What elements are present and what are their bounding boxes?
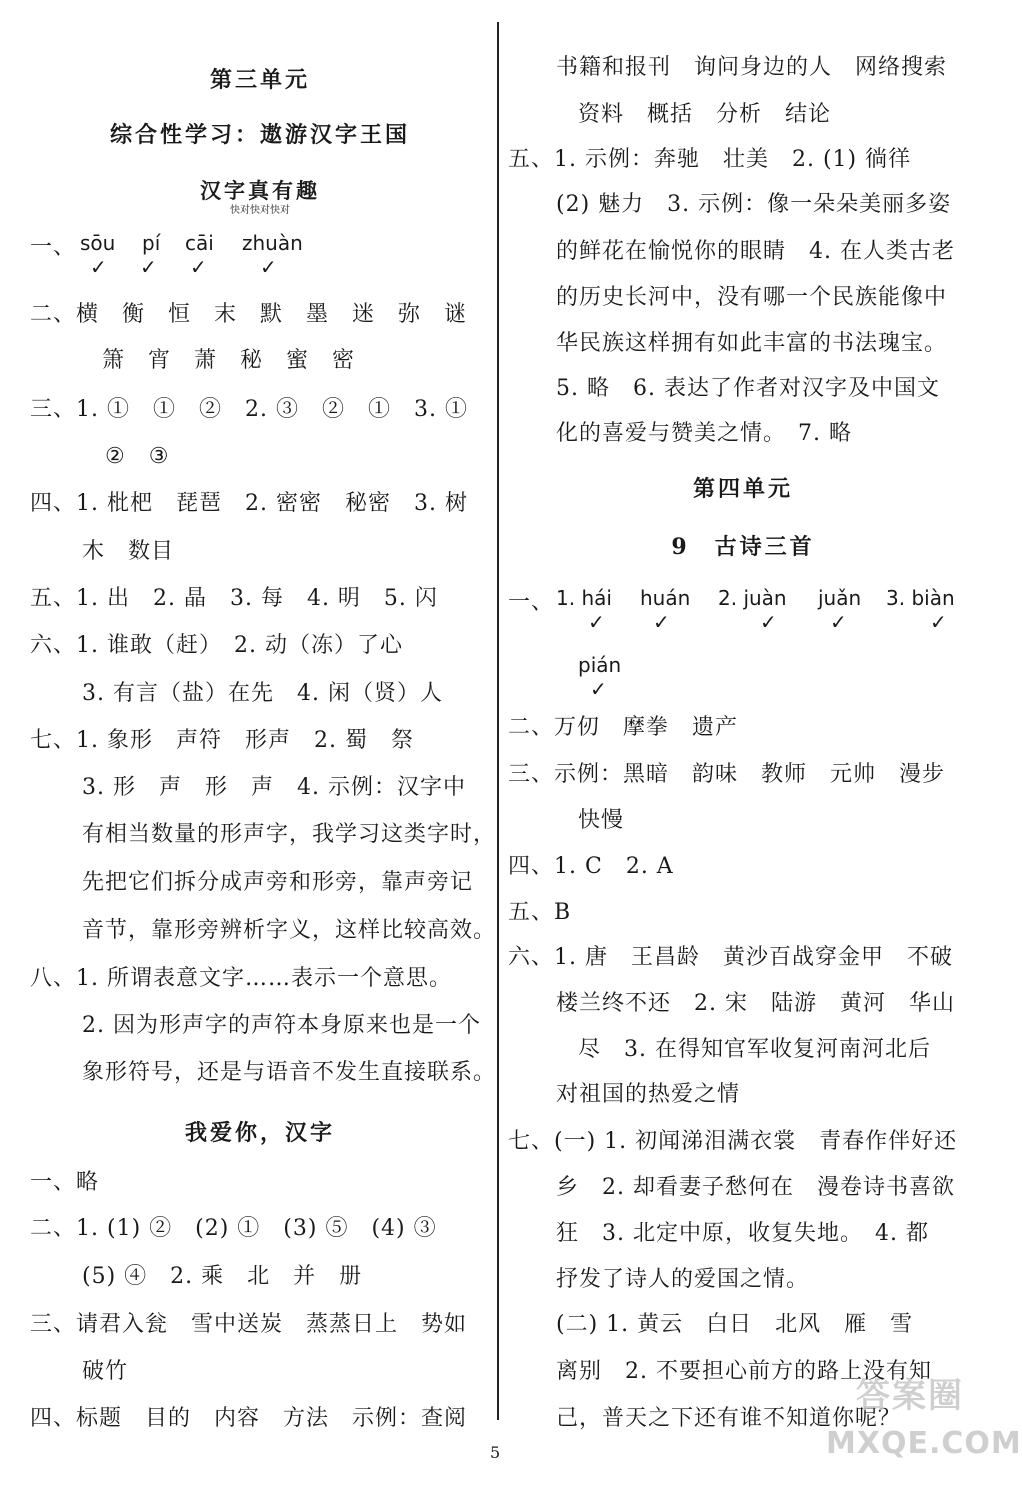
answer-line: 五、1. 出 2. 晶 3. 每 4. 明 5. 闪 (30, 586, 438, 611)
answer-line: 五、1. 示例：奔驰 壮美 2. (1) 徜徉 (508, 147, 912, 172)
answer-line: 六、1. 唐 王昌龄 黄沙百战穿金甲 不破 (508, 945, 953, 970)
answer-line: 3. 形 声 形 声 4. 示例：汉字中 (82, 775, 466, 800)
answer-line: 化的喜爱与赞美之情。 7. 略 (556, 421, 852, 446)
pinyin-3: 2. juàn (718, 586, 787, 610)
answer-line: 四、标题 目的 内容 方法 示例：查阅 (30, 1406, 468, 1431)
check-mark-icon: ✓ (760, 610, 777, 634)
answer-line: 的鲜花在愉悦你的眼睛 4. 在人类古老 (556, 239, 955, 264)
pinyin-2: huán (640, 586, 691, 610)
q1-label: 一、 (30, 235, 77, 260)
pinyin-5: 3. biàn (886, 586, 955, 610)
answer-line: 对祖国的热爱之情 (556, 1082, 741, 1107)
q1-label: 一、 (508, 590, 555, 615)
answer-line: 二、横 衡 恒 末 默 墨 迷 弥 谜 (30, 302, 468, 327)
watermark-text-bottom: MXQE.COM (826, 1426, 1022, 1461)
check-mark-icon: ✓ (930, 610, 947, 634)
watermark-logo (826, 1368, 1022, 1478)
answer-line: 2. 因为形声字的声符本身原来也是一个 (82, 1013, 481, 1038)
column-divider (497, 22, 499, 1420)
answer-line: 5. 略 6. 表达了作者对汉字及中国文 (556, 376, 940, 401)
answer-line: 三、1. ① ① ② 2. ③ ② ① 3. ① (30, 397, 468, 422)
check-mark-icon: ✓ (140, 255, 157, 279)
answer-line: (2) 魅力 3. 示例：像一朵朵美丽多姿 (556, 192, 952, 217)
check-mark-icon: ✓ (260, 255, 277, 279)
answer-line: 楼兰终不还 2. 宋 陆游 黄河 华山 (556, 991, 955, 1016)
watermark-text-top: 答案圈 (856, 1376, 964, 1416)
answer-line: 华民族这样拥有如此丰富的书法瑰宝。 (556, 331, 948, 356)
answer-line: 四、1. C 2. A (508, 854, 674, 879)
pinyin-1: sōu (80, 231, 116, 255)
section-title-text: 汉字真有趣 (200, 178, 320, 203)
section-title-note: 快对快对快对 (230, 205, 290, 216)
answer-line: 尽 3. 在得知官军收复河南河北后 (578, 1037, 931, 1062)
pinyin-4: juǎn (818, 586, 862, 610)
answer-line: 三、请君入瓮 雪中送炭 蒸蒸日上 势如 (30, 1312, 468, 1337)
answer-line: 离别 2. 不要担心前方的路上没有知 (556, 1359, 932, 1384)
answer-line: 3. 有言（盐）在先 4. 闲（贤）人 (82, 681, 443, 706)
answer-line: 八、1. 所谓表意文字……表示一个意思。 (30, 966, 452, 991)
answer-line: 一、略 (30, 1170, 100, 1195)
answer-line: 音节，靠形旁辨析字义，这样比较高效。 (82, 918, 497, 943)
answer-line: 五、B (508, 900, 572, 925)
answer-line: ② ③ (105, 444, 170, 469)
answer-line: 象形符号，还是与语音不发生直接联系。 (82, 1060, 497, 1085)
answer-line: 七、(一) 1. 初闻涕泪满衣裳 青春作伴好还 (508, 1129, 958, 1154)
pinyin-2: pí (142, 231, 161, 255)
answer-line: 箫 宵 萧 秘 蜜 密 (102, 348, 356, 373)
pinyin-4: zhuàn (242, 231, 303, 255)
answer-line: 的历史长河中，没有哪一个民族能像中 (556, 285, 948, 310)
answer-line: 二、万仞 摩拳 遗产 (508, 715, 739, 740)
answer-line: 抒发了诗人的爱国之情。 (556, 1267, 810, 1292)
answer-line: 乡 2. 却看妻子愁何在 漫卷诗书喜欲 (556, 1175, 955, 1200)
check-mark-icon: ✓ (588, 610, 605, 634)
unit-title-4: 第四单元 (692, 476, 793, 502)
check-mark-icon: ✓ (830, 610, 847, 634)
pinyin-1: 1. hái (556, 586, 612, 610)
unit-title-3: 第三单元 (209, 67, 310, 93)
topic-title: 综合性学习：遨游汉字王国 (109, 122, 410, 148)
answer-line: 狂 3. 北定中原，收复失地。 4. 都 (556, 1221, 929, 1246)
check-mark-icon: ✓ (90, 255, 107, 279)
answer-line: 七、1. 象形 声符 形声 2. 蜀 祭 (30, 728, 414, 753)
answer-line: 己，普天之下还有谁不知道你呢？ (556, 1406, 902, 1431)
lesson-title: 9 古诗三首 (671, 534, 815, 560)
answer-line: 六、1. 谁敢（赶） 2. 动（冻）了心 (30, 633, 403, 658)
answer-line: 先把它们拆分成声旁和形旁，靠声旁记 (82, 870, 474, 895)
page-number: 5 (490, 1443, 501, 1462)
answer-line: 三、示例：黑暗 韵味 教师 元帅 漫步 (508, 762, 946, 787)
answer-line: (二) 1. 黄云 白日 北风 雁 雪 (556, 1312, 914, 1337)
answer-line: 有相当数量的形声字，我学习这类字时， (82, 822, 497, 847)
answer-line: 快慢 (578, 808, 625, 833)
check-mark-icon: ✓ (653, 610, 670, 634)
answer-line: (5) ④ 2. 乘 北 并 册 (82, 1264, 363, 1289)
answer-line: 四、1. 枇杷 琵琶 2. 密密 秘密 3. 树 (30, 491, 468, 516)
answer-line: 书籍和报刊 询问身边的人 网络搜索 (556, 55, 948, 80)
answer-line: 破竹 (82, 1359, 129, 1384)
answer-line: 资料 概括 分析 结论 (578, 102, 832, 127)
pinyin-3: cāi (185, 231, 214, 255)
answer-line: 二、1. (1) ② (2) ① (3) ⑤ (4) ③ (30, 1216, 437, 1241)
check-mark-icon: ✓ (190, 255, 207, 279)
check-mark-icon: ✓ (590, 677, 607, 701)
answer-line: 木 数目 (82, 539, 175, 564)
pinyin-6: pián (578, 653, 622, 677)
section-title-hanzi-youqu (30, 175, 490, 217)
section-title-wo-ai-ni-hanzi: 我爱你，汉字 (184, 1120, 335, 1146)
